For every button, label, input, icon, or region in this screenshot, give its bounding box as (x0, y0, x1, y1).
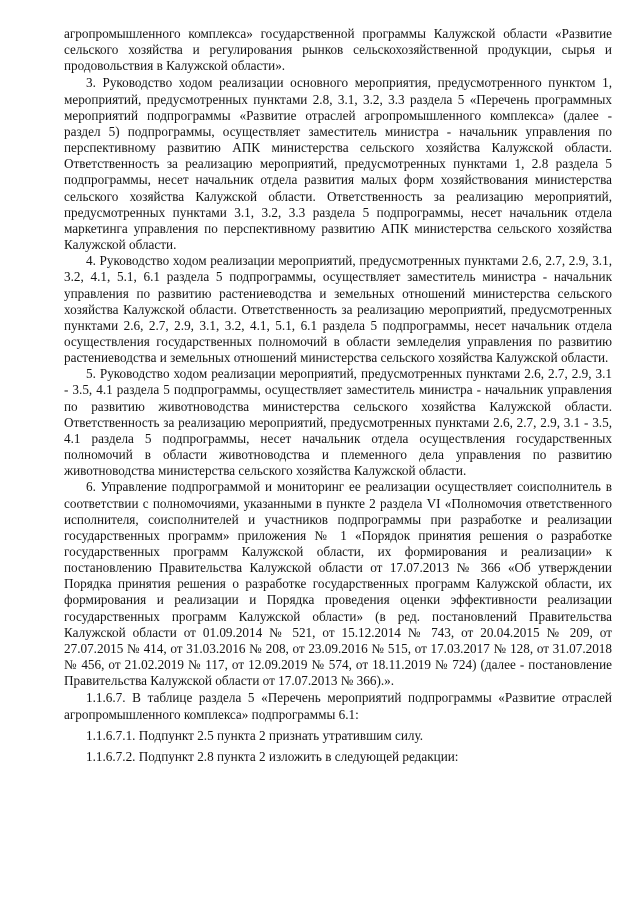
paragraph-1-1-6-7-2: 1.1.6.7.2. Подпункт 2.8 пункта 2 изложить в следующей редакции: (86, 748, 459, 764)
paragraph-intro-continuation: агропромышленного комплекса» государственной программы Калужской области «Развитие сельского хозяйства и регулирования рынков сельскохозяйственной продукции, сырья и продовольствия в Калужской области». (64, 26, 612, 74)
paragraph-5: 5. Руководство ходом реализации мероприятий, предусмотренных пунктами 2.6, 2.7, 2.9, 3.1 - 3.5, 4.1 раздела 5 подпрограммы, осуществляет заместитель министра - начальник управления по развитию животноводства министерства сельского хозяйства Калужской области. Ответственность за реализацию мероприятий, предусмотренных пунктами 2.6, 2.7, 2.9, 3.1 - 3.5, 4.1 раздела 5 подпрограммы, несет начальник отдела осуществления государственных полномочий в области животноводства и племенного дела управления по развитию животноводства министерства сельского хозяйства Калужской области. (64, 366, 612, 479)
paragraph-1-1-6-7-1: 1.1.6.7.1. Подпункт 2.5 пункта 2 признать утратившим силу. (86, 727, 424, 743)
document-page (64, 26, 612, 765)
paragraph-4: 4. Руководство ходом реализации мероприятий, предусмотренных пунктами 2.6, 2.7, 2.9, 3.1, 3.2, 4.1, 5.1, 6.1 раздела 5 подпрограммы, осуществляет заместитель министра - начальник управления по развитию растениеводства и земельных отношений министерства сельского хозяйства Калужской области. Ответственность за реализацию мероприятий, предусмотренных пунктами 2.6, 2.7, 2.9, 3.1, 3.2, 4.1, 5.1, 6.1 раздела 5 подпрограммы, несет начальник отдела осуществления государственных полномочий в области земледелия управления по развитию растениеводства и земельных отношений министерства сельского хозяйства Калужской области. (64, 253, 612, 366)
paragraph-6: 6. Управление подпрограммой и мониторинг ее реализации осуществляет соисполнитель в соответствии с полномочиями, указанными в пункте 2 раздела VI «Полномочия ответственного исполнителя, соисполнителей и участников подпрограммы при разработке и реализации государственных программ» приложения № 1 «Порядок принятия решения о разработке государственных программ Калужской области, их формирования и реализации» к постановлению Правительства Калужской области от 17.07.2013 № 366 «Об утверждении Порядка принятия решения о разработке государственных программ Калужской области, их формирования и реализации и Порядка проведения оценки эффективности реализации государственных программ Калужской области» (в ред. постановлений Правительства Калужской области от 01.09.2014 № 521, от 15.12.2014 № 743, от 20.04.2015 № 209, от 27.07.2015 № 414, от 31.03.2016 № 208, от 23.09.2016 № 515, от 17.03.2017 № 128, от 31.07.2018 № 456, от 21.02.2019 № 117, от 12.09.2019 № 574, от 18.11.2019 № 724) (далее - постановление Правительства Калужской области от 17.07.2013 № 366).». (64, 479, 612, 689)
paragraph-1-1-6-7: 1.1.6.7. В таблице раздела 5 «Перечень мероприятий подпрограммы «Развитие отраслей агропромышленного комплекса» подпрограммы 6.1: (64, 690, 612, 722)
paragraph-3: 3. Руководство ходом реализации основного мероприятия, предусмотренного пунктом 1, мероприятий, предусмотренных пунктами 2.8, 3.1, 3.2, 3.3 раздела 5 «Перечень программных мероприятий подпрограммы «Развитие отраслей агропромышленного комплекса» (далее - раздел 5) подпрограммы, осуществляет заместитель министра - начальник управления по перспективному развитию АПК министерства сельского хозяйства Калужской области. Ответственность за реализацию мероприятий, предусмотренных пунктами 1, 2.8 раздела 5 подпрограммы, несет начальник отдела развития малых форм хозяйствования министерства сельского хозяйства Калужской области. Ответственность за реализацию мероприятий, предусмотренных пунктами 3.1, 3.2, 3.3 раздела 5 подпрограммы, несет начальник отдела маркетинга управления по перспективному развитию АПК министерства сельского хозяйства Калужской области. (64, 75, 612, 253)
